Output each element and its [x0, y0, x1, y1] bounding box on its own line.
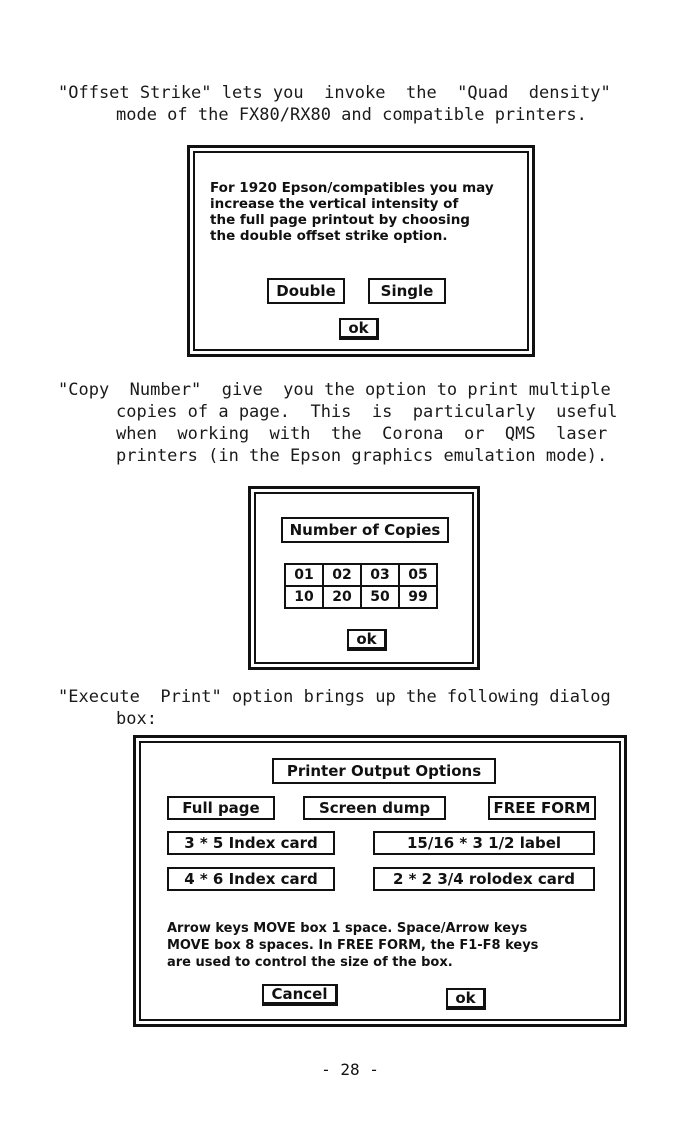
paragraph-line: copies of a page. This is particularly useful	[116, 402, 618, 422]
index-card-4x6-button[interactable]: 4 * 6 Index card	[167, 867, 335, 891]
paragraph-line: printers (in the Epson graphics emulation mode).	[116, 446, 608, 466]
copies-option[interactable]: 20	[323, 586, 361, 608]
free-form-button[interactable]: FREE FORM	[488, 796, 596, 820]
page-number: - 28 -	[321, 1060, 379, 1079]
index-card-3x5-button[interactable]: 3 * 5 Index card	[167, 831, 335, 855]
message-line: For 1920 Epson/compatibles you may	[210, 180, 494, 196]
ok-button[interactable]: ok	[347, 629, 387, 651]
help-line: Arrow keys MOVE box 1 space. Space/Arrow keys	[167, 921, 528, 936]
execute-print-paragraph	[58, 686, 664, 730]
copies-option[interactable]: 05	[399, 564, 437, 586]
message-line: the full page printout by choosing	[210, 212, 470, 228]
paragraph-line: box:	[116, 709, 157, 729]
paragraph-line: "Execute Print" option brings up the following dialog	[58, 687, 611, 707]
copies-option[interactable]: 01	[285, 564, 323, 586]
full-page-button[interactable]: Full page	[167, 796, 275, 820]
copy-number-dialog	[248, 486, 480, 670]
double-button[interactable]: Double	[267, 278, 345, 304]
help-line: MOVE box 8 spaces. In FREE FORM, the F1-F8 keys	[167, 938, 539, 953]
copies-option[interactable]: 10	[285, 586, 323, 608]
ok-button[interactable]: ok	[339, 318, 379, 340]
screen-dump-button[interactable]: Screen dump	[303, 796, 446, 820]
rolodex-card-button[interactable]: 2 * 2 3/4 rolodex card	[373, 867, 595, 891]
offset-strike-paragraph	[58, 82, 664, 126]
help-text	[167, 920, 538, 971]
copies-option[interactable]: 50	[361, 586, 399, 608]
copies-grid	[284, 563, 438, 609]
paragraph-line: "Offset Strike" lets you invoke the "Quad density"	[58, 83, 611, 103]
help-line: are used to control the size of the box.	[167, 955, 453, 970]
printer-output-options-dialog	[133, 735, 627, 1027]
paragraph-line: "Copy Number" give you the option to print multiple	[58, 380, 611, 400]
paragraph-line: when working with the Corona or QMS laser	[116, 424, 608, 444]
single-button[interactable]: Single	[368, 278, 446, 304]
paragraph-line: mode of the FX80/RX80 and compatible printers.	[116, 105, 587, 125]
label-15-16-button[interactable]: 15/16 * 3 1/2 label	[373, 831, 595, 855]
copy-number-paragraph	[58, 379, 664, 467]
number-of-copies-title: Number of Copies	[281, 517, 449, 543]
message-line: the double offset strike option.	[210, 228, 448, 244]
copies-option[interactable]: 99	[399, 586, 437, 608]
cancel-button[interactable]: Cancel	[262, 984, 338, 1006]
printer-output-options-title: Printer Output Options	[272, 758, 496, 784]
ok-button[interactable]: ok	[446, 988, 486, 1010]
message-line: increase the vertical intensity of	[210, 196, 459, 212]
copies-option[interactable]: 02	[323, 564, 361, 586]
offset-strike-message	[210, 180, 494, 244]
offset-strike-dialog	[187, 145, 535, 357]
copies-option[interactable]: 03	[361, 564, 399, 586]
